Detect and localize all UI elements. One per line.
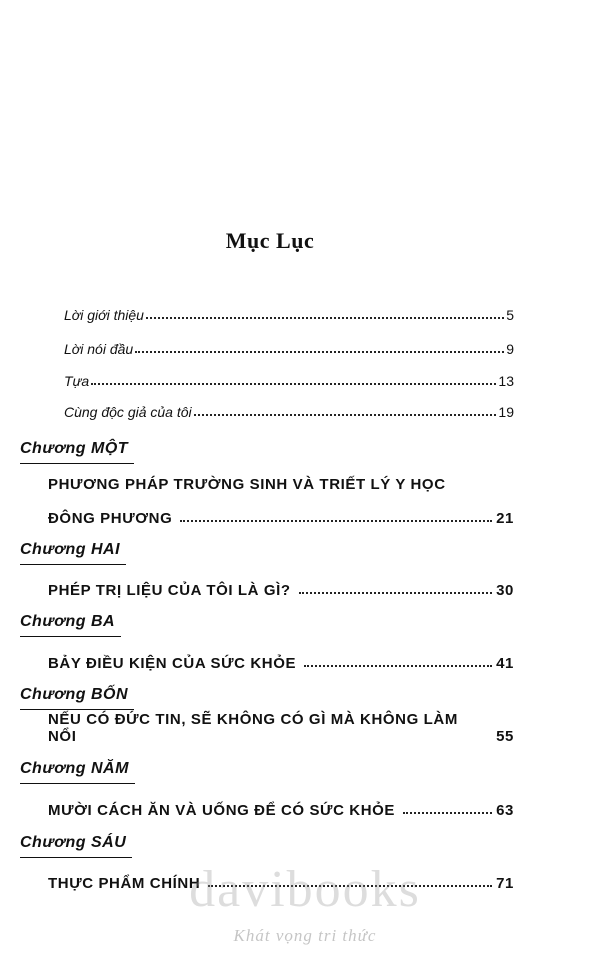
toc-entry-page: 19 xyxy=(498,404,514,420)
chapter-page: 71 xyxy=(496,875,514,892)
chapter-page: 30 xyxy=(496,582,514,599)
watermark-logo: davibooks xyxy=(189,861,421,918)
toc-entry xyxy=(64,337,514,357)
chapter-title: PHÉP TRỊ LIỆU CỦA TÔI LÀ GÌ? xyxy=(48,582,291,599)
dot-leader xyxy=(180,520,492,522)
dot-leader xyxy=(146,317,504,319)
chapter-title-line: PHƯƠNG PHÁP TRƯỜNG SINH VÀ TRIẾT LÝ Y HỌC xyxy=(48,476,446,493)
chapter-heading: Chương NĂM xyxy=(20,760,135,784)
toc-entry-label: Cùng độc giả của tôi xyxy=(64,404,192,420)
chapter-title: ĐÔNG PHƯƠNG xyxy=(48,510,173,527)
chapter-page: 41 xyxy=(496,655,514,672)
toc-entry-page: 9 xyxy=(506,341,514,357)
chapter-entry xyxy=(48,711,514,745)
dot-leader xyxy=(403,812,492,814)
chapter-entry xyxy=(48,797,514,819)
toc-entry-label: Tựa xyxy=(64,373,90,389)
dot-leader xyxy=(194,414,497,416)
toc-entry xyxy=(64,303,514,323)
chapter-title: MƯỜI CÁCH ĂN VÀ UỐNG ĐỂ CÓ SỨC KHỎE xyxy=(48,802,396,819)
chapter-title: BẢY ĐIỀU KIỆN CỦA SỨC KHỎE xyxy=(48,655,297,672)
page-title: Mục Lục xyxy=(225,228,315,253)
watermark-tagline: Khát vọng tri thức xyxy=(233,926,377,945)
dot-leader xyxy=(135,351,504,353)
chapter-page: 55 xyxy=(496,728,514,745)
chapter-heading: Chương MỘT xyxy=(20,440,134,464)
dot-leader xyxy=(304,665,492,667)
toc-entry-page: 13 xyxy=(498,373,514,389)
chapter-page: 21 xyxy=(496,510,514,527)
dot-leader xyxy=(91,383,496,385)
toc-entry-label: Lời giới thiệu xyxy=(64,307,144,323)
toc-entry-page: 5 xyxy=(506,307,514,323)
dot-leader xyxy=(299,592,492,594)
chapter-heading: Chương SÁU xyxy=(20,834,132,858)
toc-entry xyxy=(64,400,514,420)
chapter-title: NẾU CÓ ĐỨC TIN, SẼ KHÔNG CÓ GÌ MÀ KHÔNG LÀM NỔI xyxy=(48,711,458,745)
chapter-entry xyxy=(48,650,514,672)
chapter-heading: Chương HAI xyxy=(20,541,126,565)
toc-entry-label: Lời nói đầu xyxy=(64,341,134,357)
chapter-heading: Chương BA xyxy=(20,613,121,637)
toc-entry xyxy=(64,369,514,389)
chapter-entry xyxy=(48,577,514,599)
chapter-heading: Chương BỐN xyxy=(20,686,134,710)
chapter-entry xyxy=(48,505,514,527)
chapter-page: 63 xyxy=(496,802,514,819)
chapter-title: THỰC PHẨM CHÍNH xyxy=(48,875,201,892)
